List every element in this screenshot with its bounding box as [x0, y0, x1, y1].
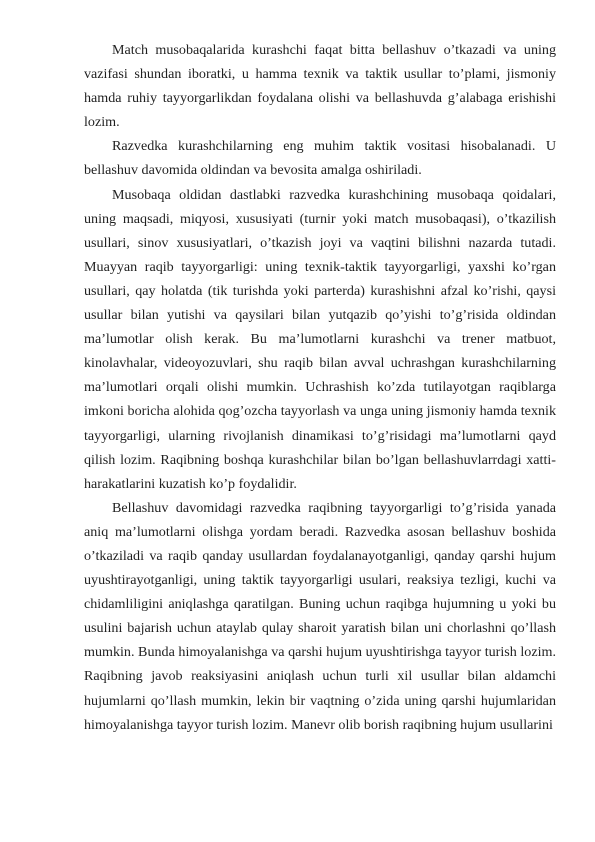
paragraph-match-bellashuv: Match musobaqalarida kurashchi faqat bitta bellashuv o’tkazadi va uning vazifasi shundan iboratki, u hamma texnik va taktik usullar to’plami, jismoniy hamda ruhiy tayyorgarlikdan foydalana olishi va bellashuvda g’alabaga erishishi lozim. [84, 42, 556, 131]
paragraph-dastlabki-razvedka: Musobaqa oldidan dastlabki razvedka kurashchining musobaqa qoidalari, uning maqsadi, miqyosi, xususiyati (turnir yoki match musobaqasi), o’tkazilish usullari, sinov xususiyatlari, o’tkazish joyi va vaqtini bilishni nazarda tutadi. Muayyan raqib tayyorgarligi: uning texnik-taktik tayyorgarligi, yaxshi ko’rgan usullari, qay holatda (tik turishda yoki parterda) kurashishni afzal ko’rishi, qaysi usullar bilan yutishi va qaysilari bilan yutqazib qo’yishi to’g’risida oldindan ma’lumotlar olish kerak. Bu ma’lumotlarni kurashchi va trener matbuot, kinolavhalar, videoyozuvlari, shu raqib bilan avval uchrashgan kurashchilarning ma’lumotlari orqali olishi mumkin. Uchrashish ko’zda tutilayotgan raqiblarga imkoni boricha alohida qog’ozcha tayyorlash va unga uning jismoniy hamda texnik tayyorgarligi, ularning rivojlanish dinamikasi to’g’risidagi ma’lumotlarni qayd qilish lozim. Raqibning boshqa kurashchilar bilan bo’lgan bellashuvlarrdagi xatti-harakatlarini kuzatish ko’p foydalidir. [84, 186, 556, 492]
paragraph-razvedka-intro: Razvedka kurashchilarning eng muhim taktik vositasi hisobalanadi. U bellashuv davomida oldindan va bevosita amalga oshiriladi. [84, 138, 556, 179]
document-page [84, 38, 556, 737]
paragraph-bellashuv-razvedka: Bellashuv davomidagi razvedka raqibning tayyorgarligi to’g’risida yanada aniq ma’lumotlarni olishga yordam beradi. Razvedka asosan bellashuv boshida o’tkaziladi va raqib qanday usullardan foydalanayotganligi, qanday qarshi hujum uyushtirayotganligi, uning taktik tayyorgarligi usulari, reaksiya tezligi, kuchi va chidamliligini aniqlashga qaratilgan. Buning uchun raqibga hujumning u yoki bu usulini bajarish uchun ataylab qulay sharoit yaratish bilan uni chorlashni qo’llash mumkin. Bunda himoyalanishga va qarshi hujum uyushtirishga tayyor turish lozim. Raqibning javob reaksiyasini aniqlash uchun turli xil usullar bilan aldamchi hujumlarni qo’llash mumkin, lekin bir vaqtning o’zida uning qarshi hujumlaridan himoyalanishga tayyor turish lozim. Manevr olib borish raqibning hujum usullarini [84, 499, 556, 733]
